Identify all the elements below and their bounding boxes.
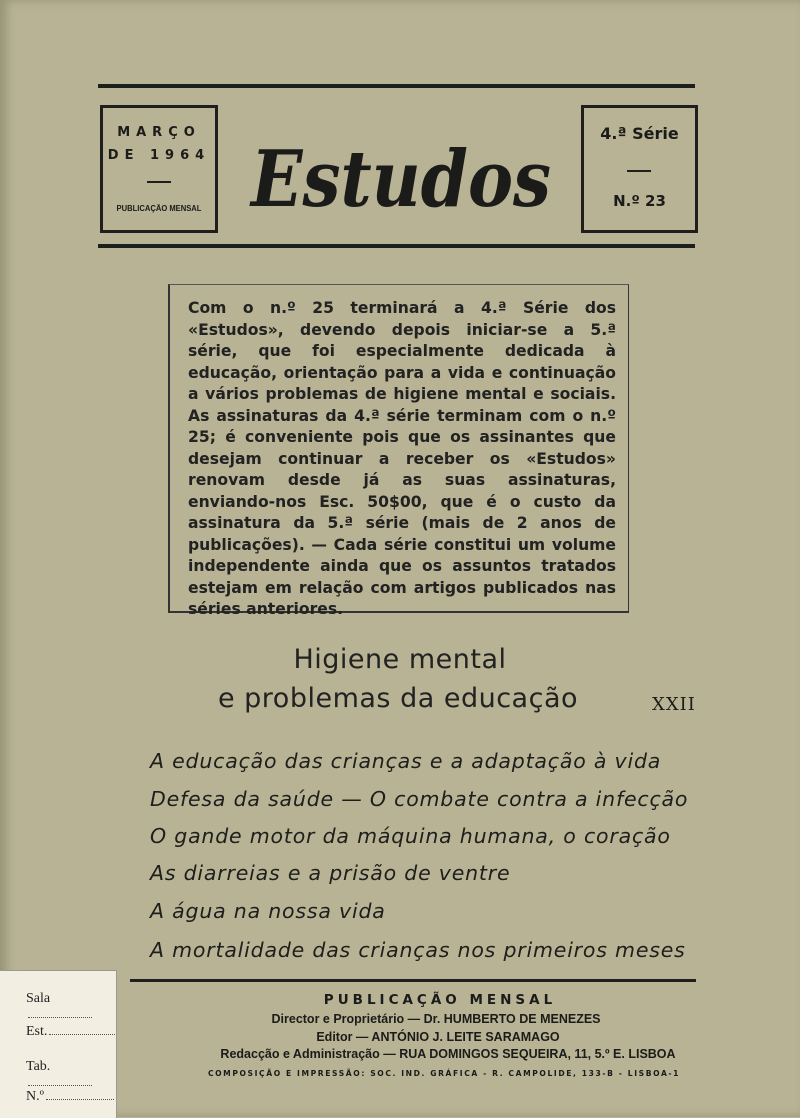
label-sala-row: [26, 991, 116, 1023]
section-title-line2: e problemas da educação: [217, 683, 579, 714]
label-est: Est.: [26, 1024, 48, 1039]
footer-publication: PUBLICAÇÃO MENSAL: [323, 992, 557, 1008]
topic-item: O gande motor da máquina humana, o coração: [150, 824, 671, 848]
estudos-logo: [245, 120, 575, 230]
subscription-notice-text: Com o n.º 25 terminará a 4.ª Série dos «Estudos», devendo depois iniciar-se a 5.ª série, que foi especialmente dedicada à educação, orientação para a vida e continuação a vários problemas de higiene mental e sociais. As assinaturas da 4.ª série terminam com o n.º 25; é conveniente pois que os assinantes que desejam continuar a receber os «Estudos» renovam desde já as suas assinaturas, enviando-nos Esc. 50$00, que é o custo da assinatura da 5.ª série (mais de 2 anos de publicações). — Cada série constitui um volume independente ainda que os assuntos tratados estejam em relação com artigos publicados nas séries anteriores.: [188, 299, 616, 618]
series-divider: [627, 170, 651, 172]
logo-text: Estudos: [249, 134, 551, 225]
label-dots: [49, 1034, 115, 1035]
top-rule: [98, 84, 695, 88]
masthead-bottom-rule: [98, 244, 695, 248]
footer-director: Director e Proprietário — Dr. HUMBERTO DE MENEZES: [271, 1012, 601, 1026]
issue-number: N.º 23: [613, 192, 666, 210]
date-box: [100, 105, 218, 233]
topic-item: A água na nossa vida: [150, 899, 386, 923]
footer-printing: COMPOSIÇÃO E IMPRESSÃO: SOC. IND. GRÁFICA - R. CAMPOLIDE, 133-B - LISBOA-1: [207, 1069, 681, 1078]
label-no: N.º: [26, 1089, 44, 1104]
topic-item: As diarreias e a prisão de ventre: [150, 861, 511, 885]
month: MARÇO: [117, 125, 201, 140]
section-title-line1: Higiene mental: [293, 644, 507, 675]
label-no-row: [26, 1089, 114, 1105]
footer-address: Redacção e Administração — RUA DOMINGOS SEQUEIRA, 11, 5.º E. LISBOA: [220, 1047, 676, 1061]
topic-item: A educação das crianças e a adaptação à vida: [150, 749, 662, 773]
topic-item: A mortalidade das crianças nos primeiros meses: [150, 938, 686, 962]
series-label: 4.ª Série: [600, 124, 679, 143]
subscription-notice-box: [168, 284, 629, 618]
volume-number: XXII: [652, 694, 696, 715]
label-dots: [46, 1099, 114, 1100]
footer-editor: Editor — ANTÓNIO J. LEITE SARAMAGO: [316, 1030, 560, 1044]
series-box: [581, 105, 698, 233]
label-dots: [28, 1017, 92, 1018]
label-sala: Sala: [26, 991, 51, 1006]
label-tab: Tab.: [26, 1059, 51, 1074]
label-tab-row: [26, 1059, 116, 1091]
frequency-small: PUBLICAÇÃO MENSAL: [116, 204, 202, 213]
label-dots: [28, 1085, 92, 1086]
topic-item: Defesa da saúde — O combate contra a infecção: [150, 787, 689, 811]
footer-rule: [130, 979, 696, 982]
library-label: [0, 970, 117, 1118]
label-est-row: [26, 1024, 115, 1040]
year-line: DE 1964: [107, 148, 211, 163]
date-divider: [147, 181, 171, 183]
